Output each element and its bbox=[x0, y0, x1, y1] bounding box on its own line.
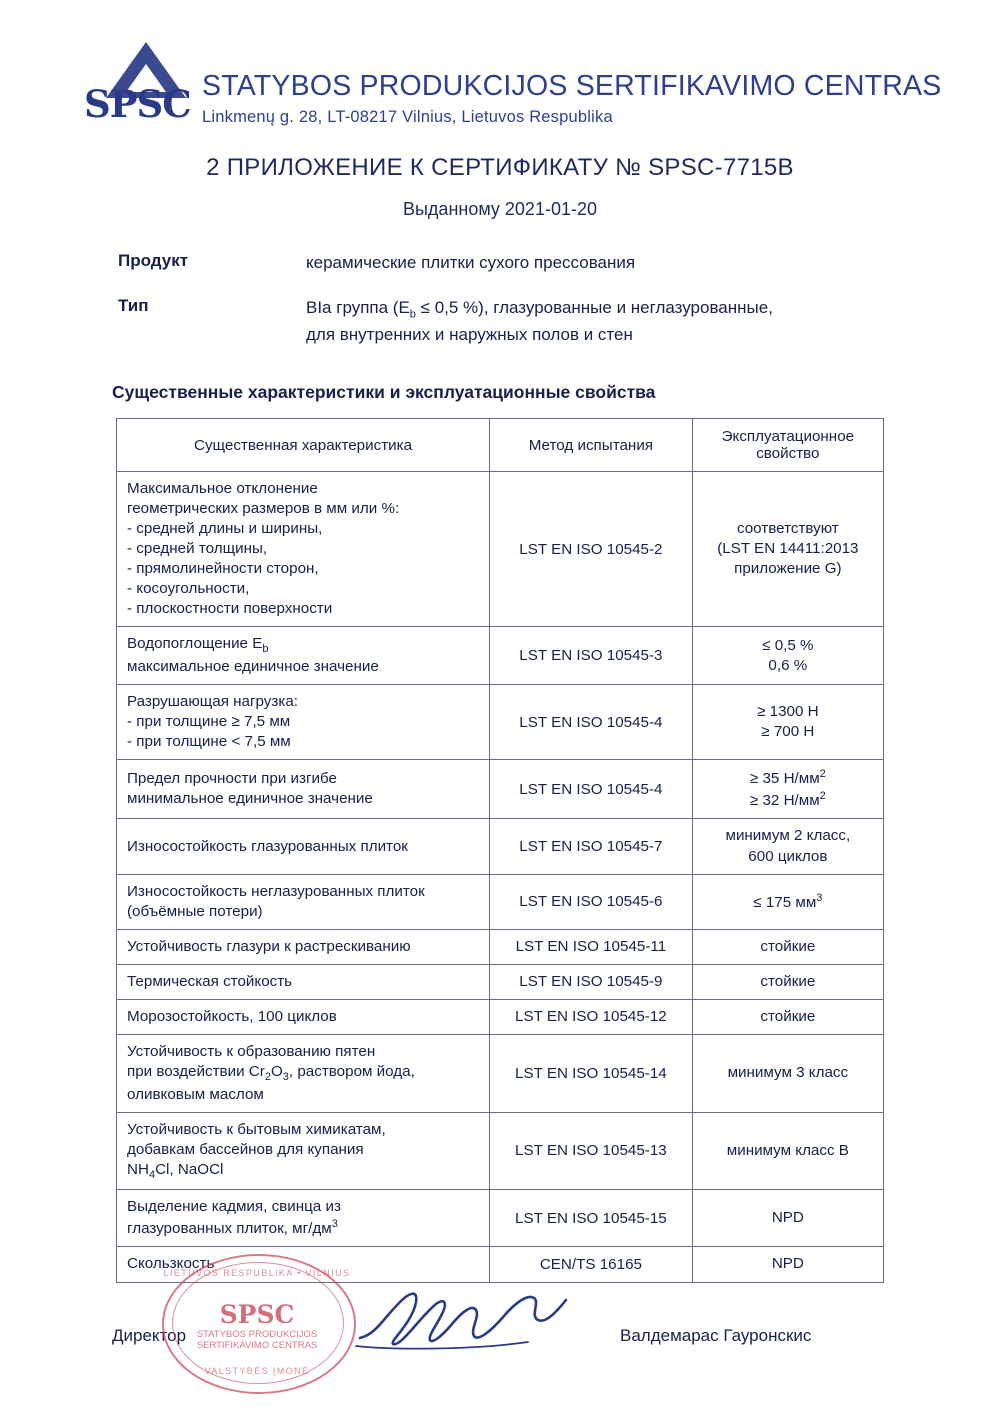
table-row bbox=[117, 1034, 884, 1112]
cell-method: LST EN ISO 10545-9 bbox=[490, 964, 693, 999]
field-product bbox=[118, 251, 918, 276]
table-row bbox=[117, 1190, 884, 1247]
type-value-line2: для внутренних и наружных полов и стен bbox=[306, 325, 633, 345]
cell-characteristic: Износостойкость глазурованных плиток bbox=[117, 819, 490, 874]
type-label: Тип bbox=[118, 296, 149, 315]
cell-method: LST EN ISO 10545-7 bbox=[490, 819, 693, 874]
field-type bbox=[118, 296, 918, 348]
type-value-line1: BIa группа ($E_b \le 0,5$ %), глазурованные и неглазурованные, bbox=[306, 298, 773, 321]
header-text-block bbox=[202, 42, 941, 127]
table-row bbox=[117, 929, 884, 964]
issue-date: Выданному 2021-01-20 bbox=[402, 199, 597, 219]
spsc-logo bbox=[84, 42, 202, 128]
cell-method: LST EN ISO 10545-3 bbox=[490, 627, 693, 685]
cell-method: LST EN ISO 10545-6 bbox=[490, 874, 693, 929]
cell-method: LST EN ISO 10545-4 bbox=[490, 685, 693, 760]
table-row bbox=[117, 1112, 884, 1190]
table-header-row bbox=[117, 419, 884, 472]
cell-characteristic: Выделение кадмия, свинца из глазурованных плиток, $мг/дм^3$ bbox=[117, 1190, 490, 1247]
stamp-top-text: LIETUVOS RESPUBLIKA • VILNIUS bbox=[163, 1268, 351, 1278]
page-title: 2 ПРИЛОЖЕНИЕ К СЕРТИФИКАТУ № SPSC-7715B bbox=[206, 154, 794, 181]
table-row bbox=[117, 685, 884, 760]
cell-performance: ≥ 35 $Н/мм^2$ ≥ 32 $Н/мм^2$ bbox=[692, 760, 883, 819]
cell-characteristic: Предел прочности при изгибе минимальное единичное значение bbox=[117, 760, 490, 819]
cell-method: LST EN ISO 10545-13 bbox=[490, 1112, 693, 1190]
table-body bbox=[117, 472, 884, 1283]
type-value bbox=[306, 296, 918, 348]
stamp-bottom-text: VALSTYBĖS ĮMONĖ bbox=[204, 1366, 310, 1376]
table-head bbox=[117, 419, 884, 472]
document-header bbox=[84, 42, 942, 128]
cell-performance: стойкие bbox=[692, 964, 883, 999]
cell-characteristic: Разрушающая нагрузка: - при толщине ≥ 7,5 мм - при толщине < 7,5 мм bbox=[117, 685, 490, 760]
section-heading: Существенные характеристики и эксплуатационные свойства bbox=[112, 382, 656, 402]
cell-characteristic: Износостойкость неглазурованных плиток (объёмные потери) bbox=[117, 874, 490, 929]
table-row bbox=[117, 760, 884, 819]
cell-performance: соответствуют (LST EN 14411:2013 приложение G) bbox=[692, 472, 883, 627]
table-row bbox=[117, 1247, 884, 1282]
cell-performance: ≥ 1300 Н ≥ 700 Н bbox=[692, 685, 883, 760]
cell-performance: минимум 2 класс, 600 циклов bbox=[692, 819, 883, 874]
director-label: Директор bbox=[112, 1326, 187, 1345]
organization-name: STATYBOS PRODUKCIJOS SERTIFIKAVIMO CENTRAS bbox=[202, 70, 942, 102]
cell-characteristic: Морозостойкость, 100 циклов bbox=[117, 999, 490, 1034]
product-value: керамические плитки сухого прессования bbox=[306, 253, 636, 272]
cell-method: LST EN ISO 10545-4 bbox=[490, 760, 693, 819]
table-row bbox=[117, 874, 884, 929]
cell-characteristic: Устойчивость к бытовым химикатам, добавкам бассейнов для купания $NH_4Cl$, NaOCl bbox=[117, 1112, 490, 1190]
cell-performance: NPD bbox=[692, 1247, 883, 1282]
cell-method: CEN/TS 16165 bbox=[490, 1247, 693, 1282]
table-row bbox=[117, 999, 884, 1034]
cell-method: LST EN ISO 10545-11 bbox=[490, 929, 693, 964]
cell-performance: ≤ 0,5 % 0,6 % bbox=[692, 627, 883, 685]
cell-method: LST EN ISO 10545-15 bbox=[490, 1190, 693, 1247]
cell-characteristic: Устойчивость глазури к растрескиванию bbox=[117, 929, 490, 964]
column-header-method: Метод испытания bbox=[490, 419, 693, 472]
table-row bbox=[117, 819, 884, 874]
handwritten-signature bbox=[352, 1280, 582, 1360]
cell-performance: стойкие bbox=[692, 929, 883, 964]
table-row bbox=[117, 472, 884, 627]
cell-characteristic: Скользкость bbox=[117, 1247, 490, 1282]
organization-address: Linkmenų g. 28, LT-08217 Vilnius, Lietuvos Respublika bbox=[202, 108, 613, 126]
cell-performance: ≤ 175 $мм^3$ bbox=[692, 874, 883, 929]
cell-characteristic: Водопоглощение $E_b$ максимальное единичное значение bbox=[117, 627, 490, 685]
cell-performance: стойкие bbox=[692, 999, 883, 1034]
stamp-center-text: SPSC bbox=[219, 1300, 295, 1329]
table-row bbox=[117, 964, 884, 999]
cell-method: LST EN ISO 10545-14 bbox=[490, 1034, 693, 1112]
director-name: Валдемарас Гауронскис bbox=[620, 1326, 812, 1345]
cell-method: LST EN ISO 10545-12 bbox=[490, 999, 693, 1034]
cell-characteristic: Максимальное отклонение геометрических размеров в мм или %: - средней длины и ширины, - средней толщины, - прямолинейности сторон, - косоугольности, - плоскостности поверхности bbox=[117, 472, 490, 627]
column-header-performance: Эксплуатационное свойство bbox=[692, 419, 883, 472]
cell-characteristic: Термическая стойкость bbox=[117, 964, 490, 999]
cell-characteristic: Устойчивость к образованию пятен при воздействии $Cr_2O_3$, раствором йода, оливковым маслом bbox=[117, 1034, 490, 1112]
cell-performance: минимум класс В bbox=[692, 1112, 883, 1190]
logo-wordmark: SPSC bbox=[84, 82, 191, 126]
column-header-characteristic: Существенная характеристика bbox=[117, 419, 490, 472]
specifications-table bbox=[116, 418, 884, 1283]
table-row bbox=[117, 627, 884, 685]
stamp-sub-text: STATYBOS PRODUKCIJOS SERTIFIKAVIMO CENTRAS bbox=[196, 1329, 318, 1351]
product-label: Продукт bbox=[118, 251, 189, 270]
cell-performance: NPD bbox=[692, 1190, 883, 1247]
cell-method: LST EN ISO 10545-2 bbox=[490, 472, 693, 627]
cell-performance: минимум 3 класс bbox=[692, 1034, 883, 1112]
